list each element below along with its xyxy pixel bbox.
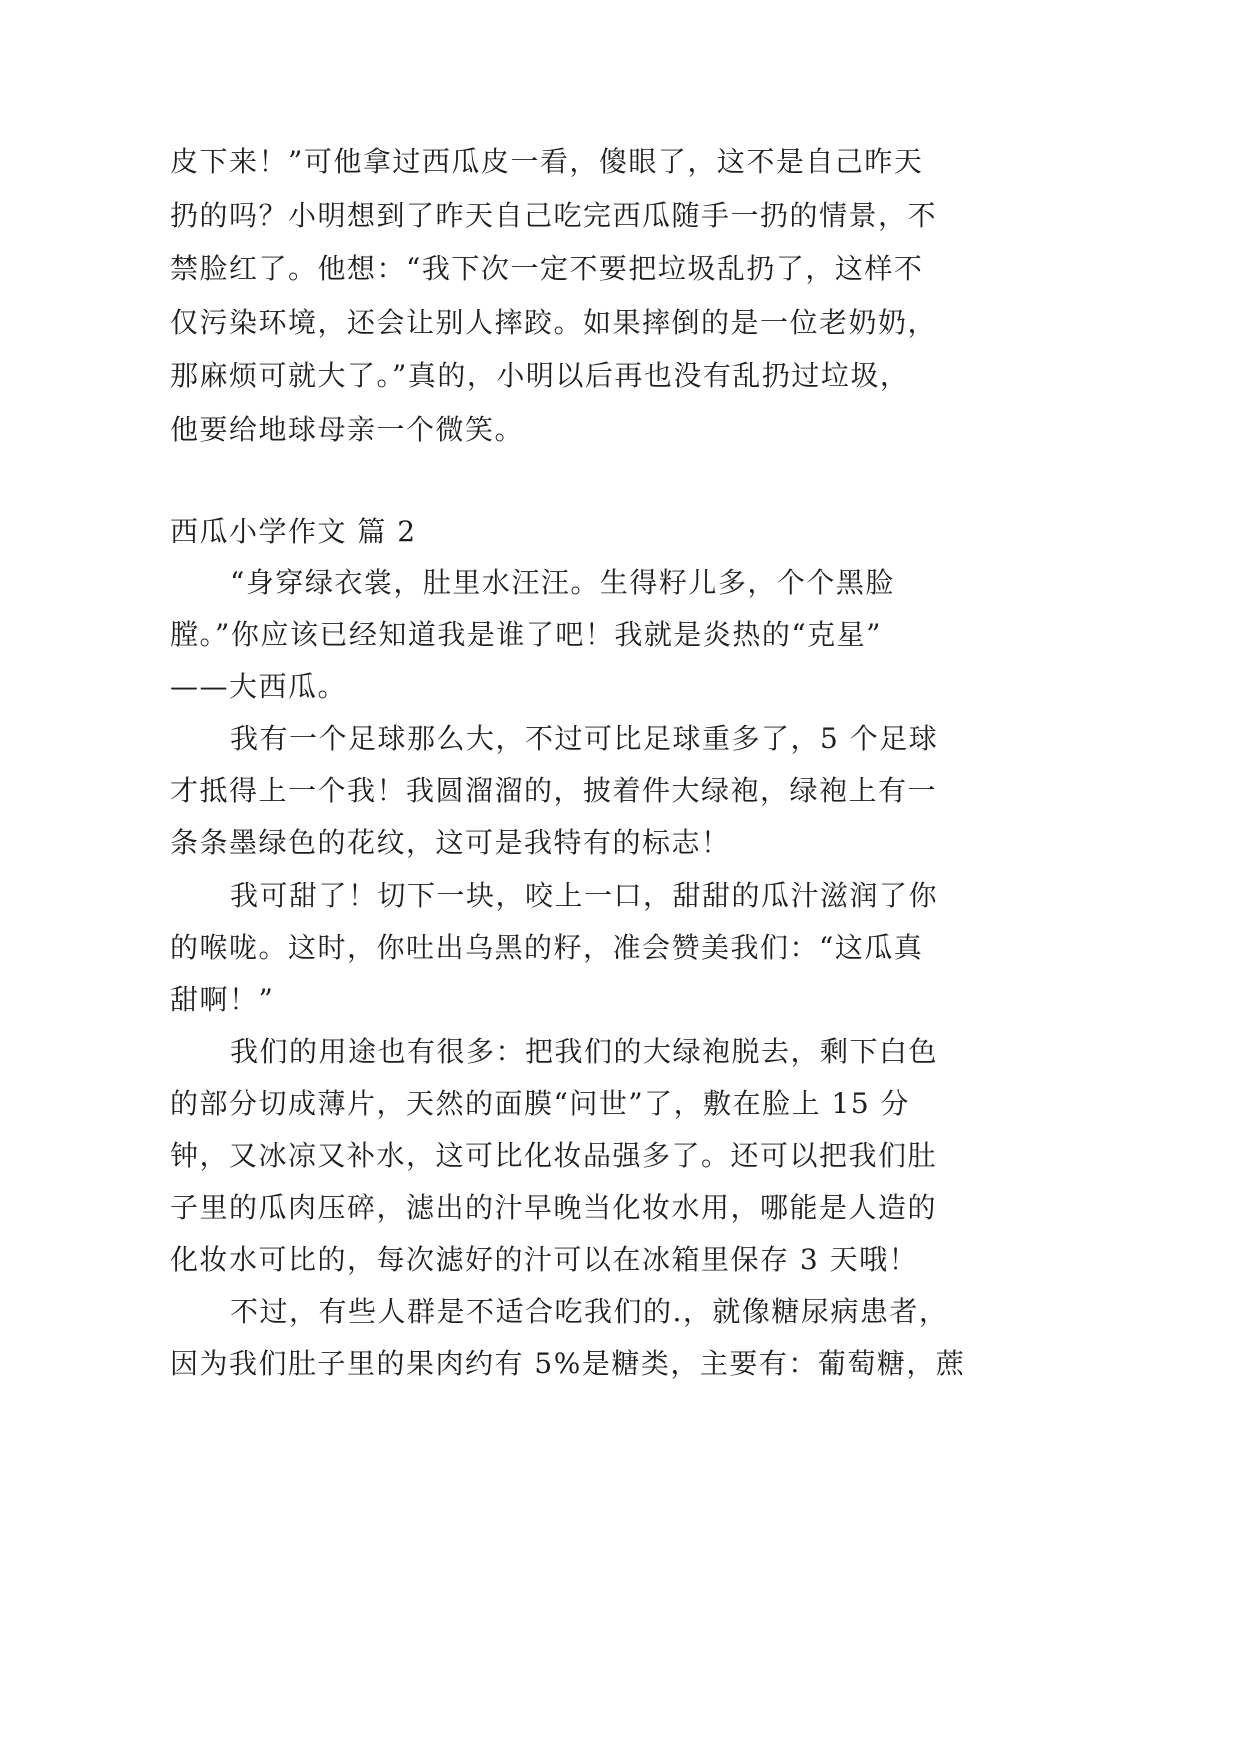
text-line: 才抵得上一个我！我圆溜溜的，披着件大绿袍，绿袍上有一 (170, 774, 938, 808)
text-line: 他要给地球母亲一个微笑。 (170, 412, 525, 446)
text-line: 化妆水可比的，每次滤好的汁可以在冰箱里保存 3 天哦！ (170, 1243, 919, 1277)
paragraph (170, 1026, 970, 1286)
text-line: 不过，有些人群是不适合吃我们的.，就像糖尿病患者， (230, 1295, 949, 1329)
text-line: 条条墨绿色的花纹，这可是我特有的标志！ (170, 826, 731, 860)
text-line: ——大西瓜。 (170, 670, 348, 704)
continuation-paragraph (170, 135, 970, 457)
paragraph (170, 557, 970, 713)
text-line: 皮下来！”可他拿过西瓜皮一看，傻眼了，这不是自己昨天 (170, 145, 924, 178)
text-line: 仅污染环境，还会让别人摔跤。如果摔倒的是一位老奶奶， (170, 305, 938, 339)
article-heading-block (170, 506, 970, 558)
text-line: 禁脸红了。他想：“我下次一定不要把垃圾乱扔了，这样不 (170, 252, 924, 286)
text-line: 钟，又冰凉又补水，这可比化妆品强多了。还可以把我们肚 (170, 1139, 938, 1173)
text-line: 扔的吗？小明想到了昨天自己吃完西瓜随手一扔的情景，不 (170, 198, 938, 232)
text-line: 子里的瓜肉压碎，滤出的汁早晚当化妆水用，哪能是人造的 (170, 1191, 938, 1225)
article-body (170, 557, 970, 1391)
text-line: 我可甜了！切下一块，咬上一口，甜甜的瓜汁滋润了你 (230, 878, 939, 912)
paragraph (170, 1286, 970, 1390)
paragraph (170, 713, 970, 869)
text-line: 我们的用途也有很多：把我们的大绿袍脱去，剩下白色 (230, 1034, 939, 1068)
text-line: 的喉咙。这时，你吐出乌黑的籽，准会赞美我们：“这瓜真 (170, 930, 924, 964)
text-line: 甜啊！” (170, 982, 275, 1016)
text-line: 的部分切成薄片，天然的面膜“问世”了，敷在脸上 15 分 (170, 1086, 911, 1120)
text-line: 膛。”你应该已经知道我是谁了吧！我就是炎热的“克星” (170, 618, 882, 652)
text-line: 那麻烦可就大了。”真的，小明以后再也没有乱扔过垃圾， (170, 359, 910, 393)
text-line: “身穿绿衣裳，肚里水汪汪。生得籽儿多，个个黑脸 (230, 566, 895, 599)
text-line: 我有一个足球那么大，不过可比足球重多了，5 个足球 (230, 722, 939, 756)
article-heading: 西瓜小学作文 篇 2 (170, 515, 417, 548)
paragraph (170, 870, 970, 1026)
text-line: 因为我们肚子里的果肉约有 5%是糖类，主要有：葡萄糖，蔗 (170, 1347, 966, 1381)
